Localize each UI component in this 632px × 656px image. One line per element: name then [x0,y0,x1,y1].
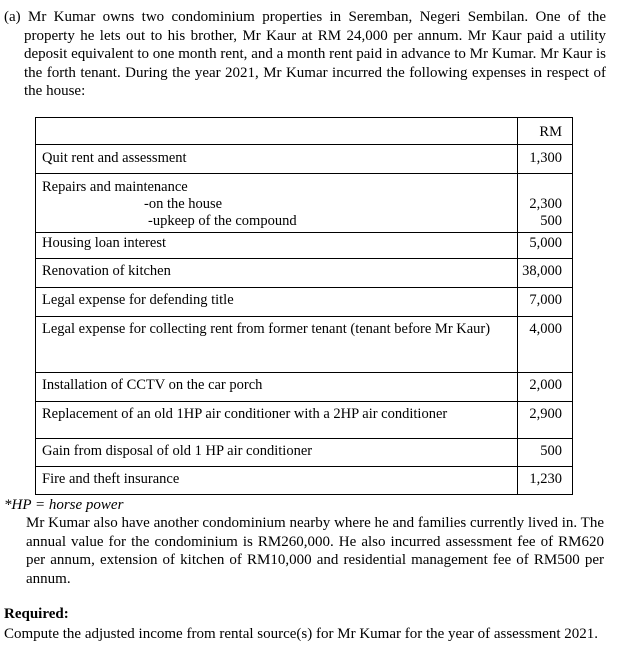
row-desc: Repairs and maintenance [42,179,188,195]
table-row [36,174,573,233]
second-property-paragraph: Mr Kumar also have another condominium nearby where he and families currently lived in. The annual value for the condominium is RM260,000. He also incurred assessment fee of RM620 per annum, extension of kitchen of RM10,000 and residential management fee of RM500 per annum. [26,515,604,587]
row-amount: 38,000 [518,259,573,288]
row-desc: Quit rent and assessment [36,145,518,174]
table-row [36,145,573,174]
table-row [36,373,573,402]
expense-table [35,117,573,495]
row-amount: 7,000 [518,288,573,317]
row-amount: 1,230 [518,467,573,495]
row-desc: Legal expense for collecting rent from former tenant (tenant before Mr Kaur) [36,317,518,373]
table-row [36,402,573,439]
row-desc: Renovation of kitchen [36,259,518,288]
required-title: Required: [4,606,69,622]
row-amount: 500 [540,213,562,229]
footnote: *HP = horse power [4,497,124,513]
question-intro [4,8,606,101]
question-label: (a) [4,9,21,25]
row-desc: Legal expense for defending title [36,288,518,317]
table-row [36,317,573,373]
row-desc: Installation of CCTV on the car porch [36,373,518,402]
row-desc: Replacement of an old 1HP air conditioner with a 2HP air conditioner [36,402,518,439]
table-row [36,233,573,259]
table-header-row [36,118,573,145]
row-subitem: -on the house [144,196,223,212]
row-desc: Fire and theft insurance [36,467,518,495]
required-text: Compute the adjusted income from rental source(s) for Mr Kumar for the year of assessment 2021. [4,626,598,642]
table-row [36,288,573,317]
row-amount: 1,300 [518,145,573,174]
row-amount: 2,300 [529,196,562,212]
table-row [36,259,573,288]
intro-text: Mr Kumar owns two condominium properties in Seremban, Negeri Sembilan. One of the property he lets out to his brother, Mr Kaur at RM 24,000 per annum. Mr Kaur paid a utility deposit equivalent to one month rent, and a month rent paid in advance to Mr Kumar. Mr Kaur is the forth tenant. During the year 2021, Mr Kumar incurred the following expenses in respect of the house: [24,9,606,99]
row-amount: 500 [518,439,573,467]
table-row [36,467,573,495]
row-amount: 5,000 [518,233,573,259]
row-amount: 2,000 [518,373,573,402]
row-amount: 2,900 [518,402,573,439]
row-desc: Housing loan interest [36,233,518,259]
currency-header: RM [518,118,573,145]
table-row [36,439,573,467]
row-desc: Gain from disposal of old 1 HP air conditioner [36,439,518,467]
row-amount: 4,000 [518,317,573,373]
row-subitem: -upkeep of the compound [148,213,297,229]
